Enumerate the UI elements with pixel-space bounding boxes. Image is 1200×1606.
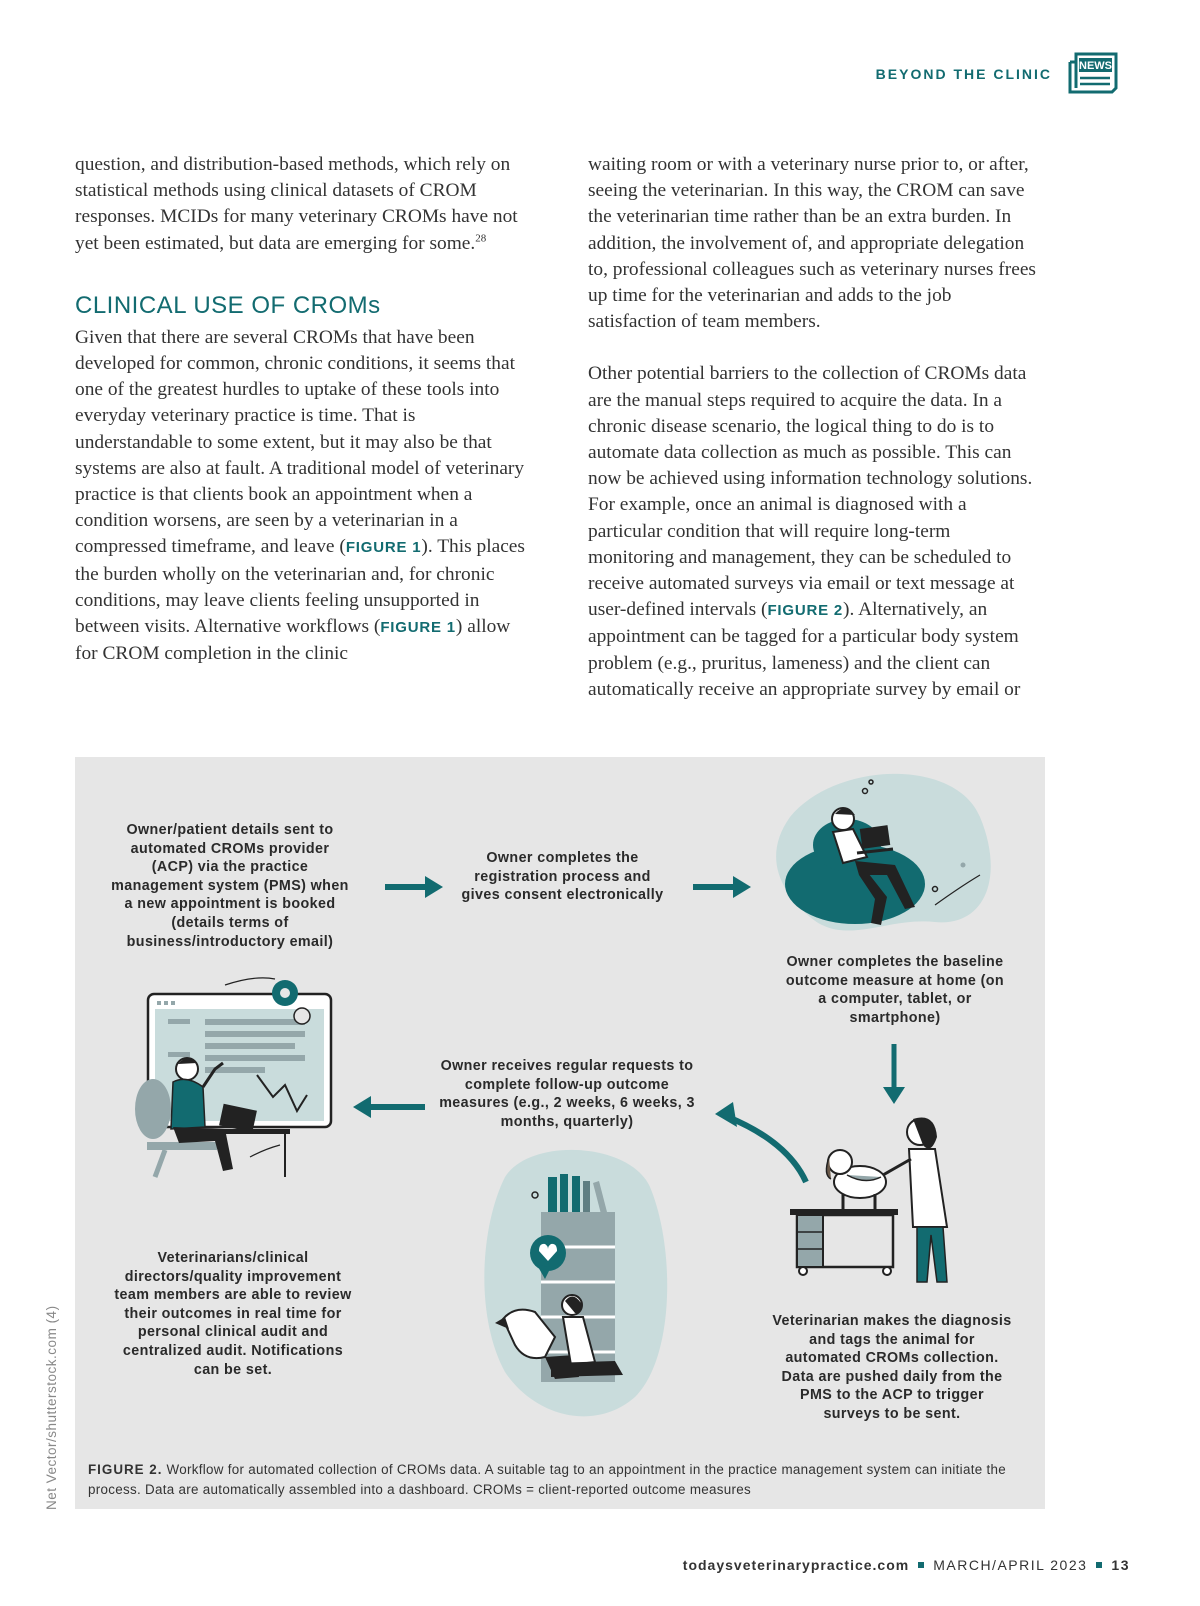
- right-paragraph-1: waiting room or with a veterinary nurse prior to, or after, seeing the veterinarian. In this way, the CROM can save the veterinarian time rather than be an extra burden. In addition, the involvement of, and appropriate delegation to, professional colleagues such as veterinary nurses frees up time for the veterinarian and adds to the job satisfaction of team members.: [588, 154, 1036, 333]
- separator-square: [1096, 1562, 1102, 1568]
- arrow-left: [353, 1096, 425, 1118]
- figure-2-link[interactable]: FIGURE 2: [767, 602, 844, 620]
- separator-square: [918, 1562, 924, 1568]
- news-badge-text: NEWS: [1079, 60, 1112, 72]
- section-heading: CLINICAL USE OF CROMs: [75, 291, 381, 319]
- page-footer: [683, 1557, 1130, 1573]
- left-column: [75, 152, 527, 667]
- step-2-registration: Owner completes the registration process and gives consent electronically: [461, 850, 664, 904]
- left-paragraph-1: question, and distribution-based methods, which rely on statistical methods using clinical datasets of CROM responses. MCIDs for many veterinary CROMs have not yet been estimated, but data are emerging for some.$^{28}$: [75, 154, 518, 254]
- site-url[interactable]: todaysveterinarypractice.com: [682, 1557, 910, 1573]
- step-3-baseline: Owner completes the baseline outcome measure at home (on a computer, tablet, or smartphone): [785, 954, 1005, 1026]
- figure-1-link-2[interactable]: FIGURE 1: [380, 619, 456, 637]
- arrow-right-2: [693, 876, 751, 898]
- figure-2: [75, 757, 1045, 1509]
- issue-date: MARCH/APRIL 2023: [933, 1557, 1088, 1573]
- reference-number: 28: [475, 232, 487, 245]
- arrow-down: [883, 1044, 905, 1104]
- figure-1-link[interactable]: FIGURE 1: [345, 539, 422, 557]
- newspaper-icon: [1066, 52, 1118, 96]
- dashboard-review-illustration: [135, 978, 331, 1177]
- page-header: [876, 52, 1118, 96]
- arrow-right-1: [385, 876, 443, 898]
- photo-credit: Net Vector/shutterstock.com (4): [44, 1305, 59, 1510]
- owner-laptop-illustration: [776, 774, 991, 931]
- owner-dog-illustration: [484, 1150, 667, 1416]
- step-1-details-sent: Owner/patient details sent to automated CROMs provider (ACP) via the practice management system (PMS) when a new appointment is booked (details terms of business/introductory email): [111, 822, 349, 950]
- vet-exam-illustration: [790, 1117, 947, 1282]
- step-5-follow-up: Owner receives regular requests to complete follow-up outcome measures (e.g., 2 weeks, 6 weeks, 3 months, quarterly): [439, 1058, 695, 1130]
- arrow-curved: [715, 1102, 806, 1182]
- right-paragraph-2: Other potential barriers to the collection of CROMs data are the manual steps required to acquire the data. In a chronic disease scenario, the logical thing to do is to automate data collection as much as possible. This can now be achieved using information technology solutions. For example, once an animal is diagnosed with a particular condition that will require long-term monitoring and management, they can be scheduled to receive automated surveys via email or text message at user-defined intervals (FIGURE 2). Alternatively, an appointment can be tagged for a particular body system problem (e.g., pruritus, lameness) and the client can automatically receive an appropriate survey by email or: [588, 363, 1033, 700]
- figure-caption: FIGURE 2. Workflow for automated collection of CROMs data. A suitable tag to an appointment in the practice management system can initiate the process. Data are automatically assembled into a dashboard. CROMs = client-reported outcome measures: [88, 1462, 1007, 1497]
- step-4-diagnosis: Veterinarian makes the diagnosis and tags the animal for automated CROMs collection. Data are pushed daily from the PMS to the ACP to trigger surveys to be sent.: [772, 1313, 1012, 1422]
- right-column: [588, 152, 1040, 703]
- left-paragraph-2: Given that there are several CROMs that have been developed for common, chronic conditions, it seems that one of the greatest hurdles to uptake of these tools into everyday veterinary practice is time. That is understandable to some extent, but it may also be that systems are also at fault. A traditional model of veterinary practice is that clients book an appointment when a condition worsens, are seen by a veterinarian in a compressed timeframe, and leave (FIGURE 1). This places the burden wholly on the veterinarian and, for chronic conditions, may leave clients feeling unsupported in between visits. Alternative workflows (FIGURE 1) allow for CROM completion in the clinic: [75, 326, 525, 665]
- step-6-review-outcomes: Veterinarians/clinical directors/quality improvement team members are able to review their outcomes in real time for personal clinical audit and centralized audit. Notifications can be set.: [114, 1250, 352, 1378]
- page-number: 13: [1111, 1557, 1130, 1573]
- figure-caption-label: FIGURE 2.: [88, 1462, 163, 1477]
- section-label: BEYOND THE CLINIC: [875, 66, 1052, 82]
